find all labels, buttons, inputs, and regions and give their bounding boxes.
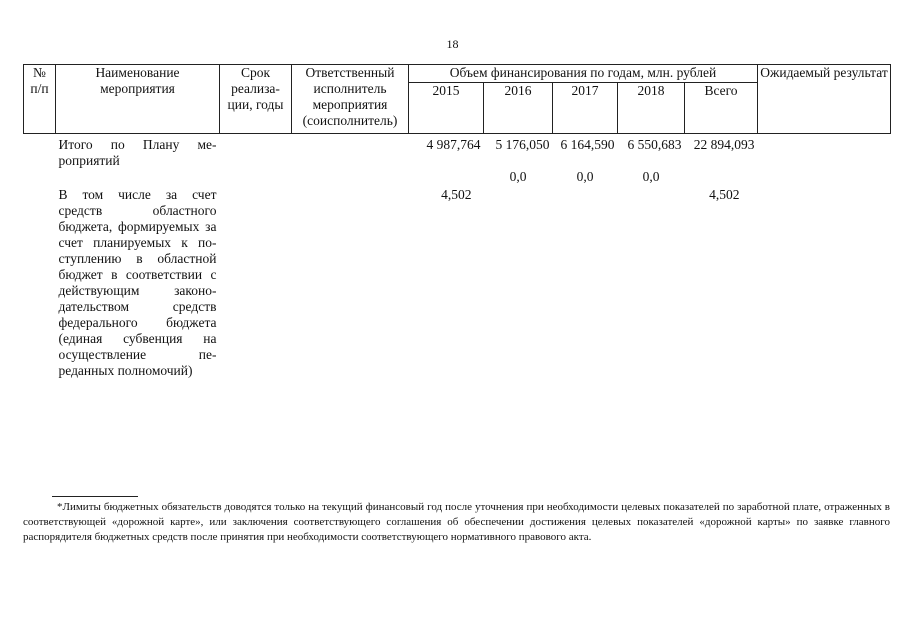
footnote-divider <box>52 496 138 497</box>
header-year-2018: 2018 <box>618 83 685 134</box>
header-name: Наименование мероприятия <box>56 65 220 134</box>
header-year-2015: 2015 <box>409 83 484 134</box>
row-name: Итого по Плану мероприятий <box>58 137 217 168</box>
row-value-2016: 0,0 <box>509 169 527 184</box>
header-year-2017: 2017 <box>553 83 618 134</box>
header-total: Всего <box>685 83 758 134</box>
header-result: Ожидаемый результат <box>758 65 891 134</box>
header-year-2016: 2016 <box>484 83 553 134</box>
row-value-2018: 0,0 <box>642 169 660 184</box>
page-number: 18 <box>446 37 459 51</box>
header-funding: Объем финансирования по годам, млн. рублей <box>409 65 758 83</box>
row-value-2015: 4 987,764 <box>426 137 481 152</box>
table-row <box>24 169 891 379</box>
header-num: № п/п <box>24 65 56 134</box>
row-value-2015: 4,502 <box>441 187 472 202</box>
row-value-2018: 6 550,683 <box>627 137 682 152</box>
header-executor: Ответственный исполнитель мероприятия (соисполнитель) <box>292 65 409 134</box>
funding-table <box>23 64 891 379</box>
row-value-2017: 0,0 <box>576 169 594 184</box>
header-term: Срок реализа-ции, годы <box>220 65 292 134</box>
row-value-total: 22 894,093 <box>693 137 755 152</box>
footnote: *Лимиты бюджетных обязательств доводятся только на текущий финансовый год после уточнения при необходимости целевых показателей по заработной плате, отраженных в соответствующей «дорожной карте», или заключения соответствующего соглашения об обеспечении достижения целевых показателей «дорожной карты» по заявке главного распорядителя бюджетных средств после принятия при необходимости соответствующего нормативного правового акта. <box>23 501 890 543</box>
row-value-2017: 6 164,590 <box>560 137 615 152</box>
row-value-total: 4,502 <box>709 187 740 202</box>
row-value-2016: 5 176,050 <box>495 137 550 152</box>
table-row <box>24 134 891 170</box>
row-name: В том числе за счет средств областного бюджета, формируемых за счет планируемых к поступлению в областной бюджет в соответствии с действующим законодательством средств федерального бюджета (единая субвенция на осуществление переданных полномочий) <box>58 187 217 378</box>
